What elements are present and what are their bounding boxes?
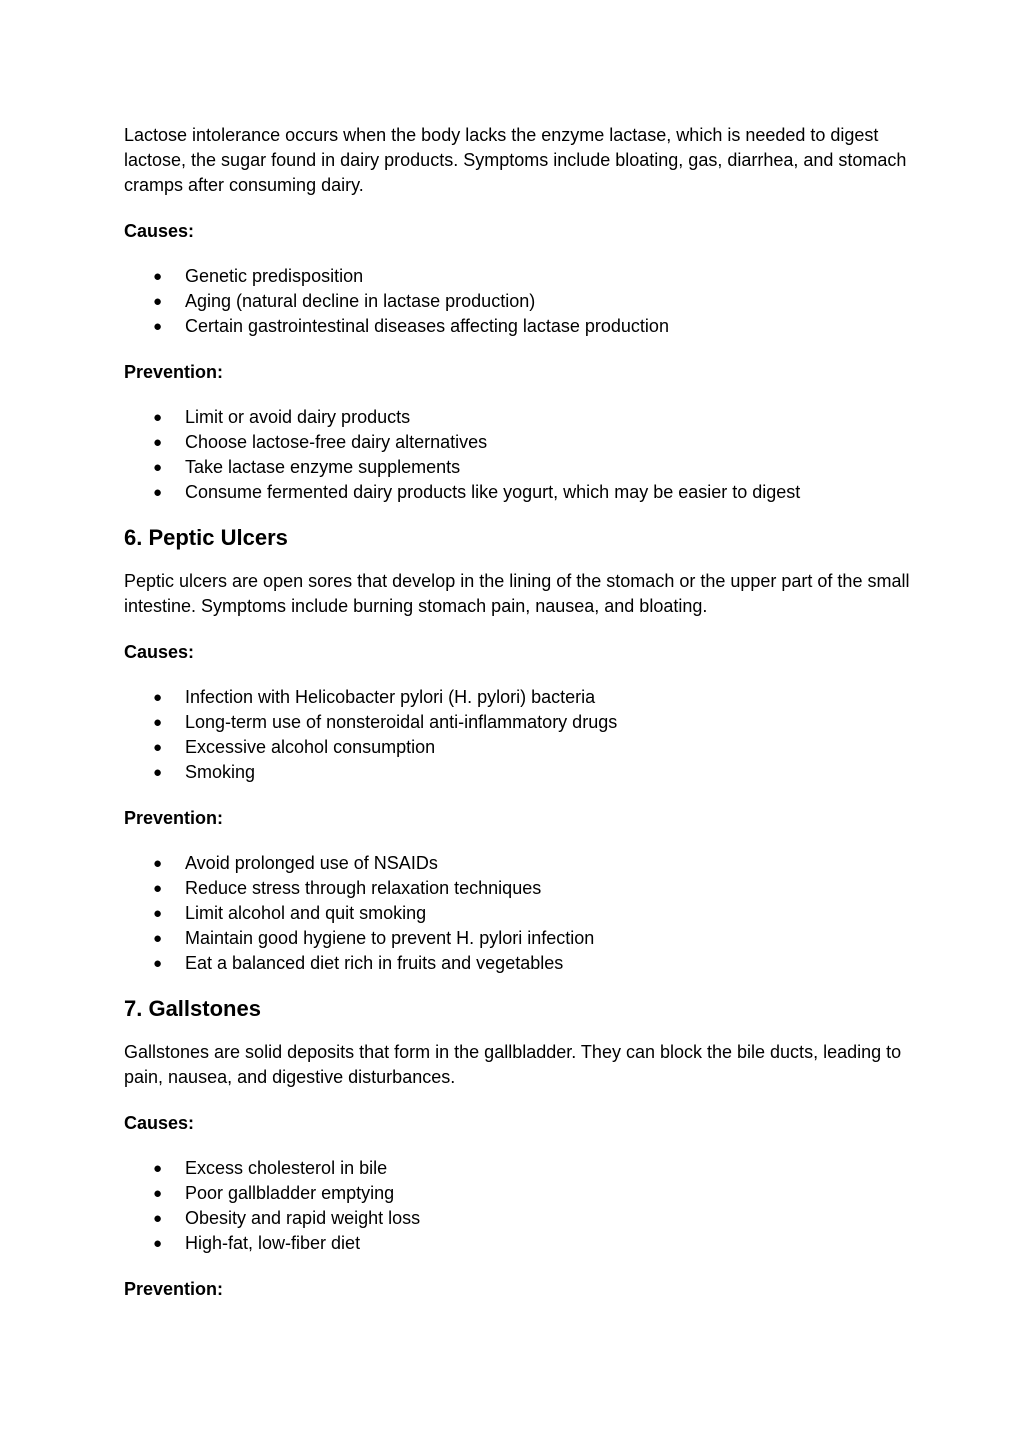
bullet-icon: ●	[153, 930, 163, 947]
bullet-icon: ●	[153, 434, 163, 451]
list-item-text: Excess cholesterol in bile	[185, 1158, 388, 1178]
bullet-icon: ●	[153, 459, 163, 476]
list-item	[124, 430, 914, 455]
list-item	[124, 314, 914, 339]
list-item-text: Excessive alcohol consumption	[185, 737, 436, 757]
list-item	[124, 455, 914, 480]
list-item	[124, 264, 914, 289]
bullet-icon: ●	[153, 1210, 163, 1227]
list-item	[124, 1206, 914, 1231]
list-item-text: Consume fermented dairy products like yogurt, which may be easier to digest	[185, 482, 801, 502]
bullet-icon: ●	[153, 880, 163, 897]
lactose-intro-paragraph: Lactose intolerance occurs when the body lacks the enzyme lactase, which is needed to digest lactose, the sugar found in dairy products. Symptoms include bloating, gas, diarrhea, and stomach cramps after consuming dairy.	[124, 125, 907, 195]
gallstones-prevention-label: Prevention:	[124, 1279, 224, 1299]
bullet-icon: ●	[153, 764, 163, 781]
gallstones-paragraph: Gallstones are solid deposits that form in the gallbladder. They can block the bile ducts, leading to pain, nausea, and digestive disturbances.	[124, 1042, 902, 1087]
lactose-causes-label: Causes:	[124, 221, 195, 241]
bullet-icon: ●	[153, 905, 163, 922]
gallstones-causes-label: Causes:	[124, 1113, 195, 1133]
peptic-ulcers-heading: 6. Peptic Ulcers	[124, 525, 288, 550]
list-item-text: Avoid prolonged use of NSAIDs	[185, 853, 438, 873]
bullet-icon: ●	[153, 739, 163, 756]
list-item-text: Certain gastrointestinal diseases affecting lactase production	[185, 316, 669, 336]
peptic-prevention-label: Prevention:	[124, 808, 224, 828]
list-item	[124, 710, 914, 735]
list-item	[124, 901, 914, 926]
bullet-icon: ●	[153, 955, 163, 972]
list-item-text: Poor gallbladder emptying	[185, 1183, 395, 1203]
gallstones-causes-list	[124, 1156, 914, 1256]
bullet-icon: ●	[153, 293, 163, 310]
list-item-text: Smoking	[185, 762, 256, 782]
bullet-icon: ●	[153, 268, 163, 285]
bullet-icon: ●	[153, 318, 163, 335]
list-item-text: Aging (natural decline in lactase production)	[185, 291, 536, 311]
list-item-text: Limit alcohol and quit smoking	[185, 903, 427, 923]
list-item-text: Infection with Helicobacter pylori (H. pylori) bacteria	[185, 687, 596, 707]
list-item-text: Limit or avoid dairy products	[185, 407, 411, 427]
bullet-icon: ●	[153, 1185, 163, 1202]
list-item-text: Reduce stress through relaxation techniques	[185, 878, 542, 898]
bullet-icon: ●	[153, 714, 163, 731]
list-item	[124, 480, 914, 505]
list-item-text: Take lactase enzyme supplements	[185, 457, 461, 477]
bullet-icon: ●	[153, 409, 163, 426]
list-item	[124, 951, 914, 976]
bullet-icon: ●	[153, 855, 163, 872]
list-item-text: Obesity and rapid weight loss	[185, 1208, 421, 1228]
bullet-icon: ●	[153, 1235, 163, 1252]
list-item	[124, 735, 914, 760]
list-item	[124, 1181, 914, 1206]
list-item	[124, 760, 914, 785]
bullet-icon: ●	[153, 689, 163, 706]
list-item-text: Maintain good hygiene to prevent H. pylori infection	[185, 928, 595, 948]
list-item-text: Eat a balanced diet rich in fruits and vegetables	[185, 953, 564, 973]
list-item-text: Long-term use of nonsteroidal anti-inflammatory drugs	[185, 712, 618, 732]
peptic-ulcers-paragraph: Peptic ulcers are open sores that develop in the lining of the stomach or the upper part of the small intestine. Symptoms include burning stomach pain, nausea, and bloating.	[124, 571, 910, 616]
lactose-causes-list	[124, 264, 914, 339]
list-item	[124, 405, 914, 430]
bullet-icon: ●	[153, 484, 163, 501]
peptic-causes-list	[124, 685, 914, 785]
list-item	[124, 685, 914, 710]
list-item	[124, 289, 914, 314]
lactose-prevention-label: Prevention:	[124, 362, 224, 382]
list-item	[124, 1231, 914, 1256]
peptic-prevention-list	[124, 851, 914, 976]
peptic-causes-label: Causes:	[124, 642, 195, 662]
list-item-text: High-fat, low-fiber diet	[185, 1233, 361, 1253]
list-item	[124, 851, 914, 876]
list-item	[124, 926, 914, 951]
list-item-text: Genetic predisposition	[185, 266, 364, 286]
gallstones-heading: 7. Gallstones	[124, 996, 261, 1021]
bullet-icon: ●	[153, 1160, 163, 1177]
list-item	[124, 876, 914, 901]
list-item-text: Choose lactose-free dairy alternatives	[185, 432, 488, 452]
lactose-prevention-list	[124, 405, 914, 505]
list-item	[124, 1156, 914, 1181]
